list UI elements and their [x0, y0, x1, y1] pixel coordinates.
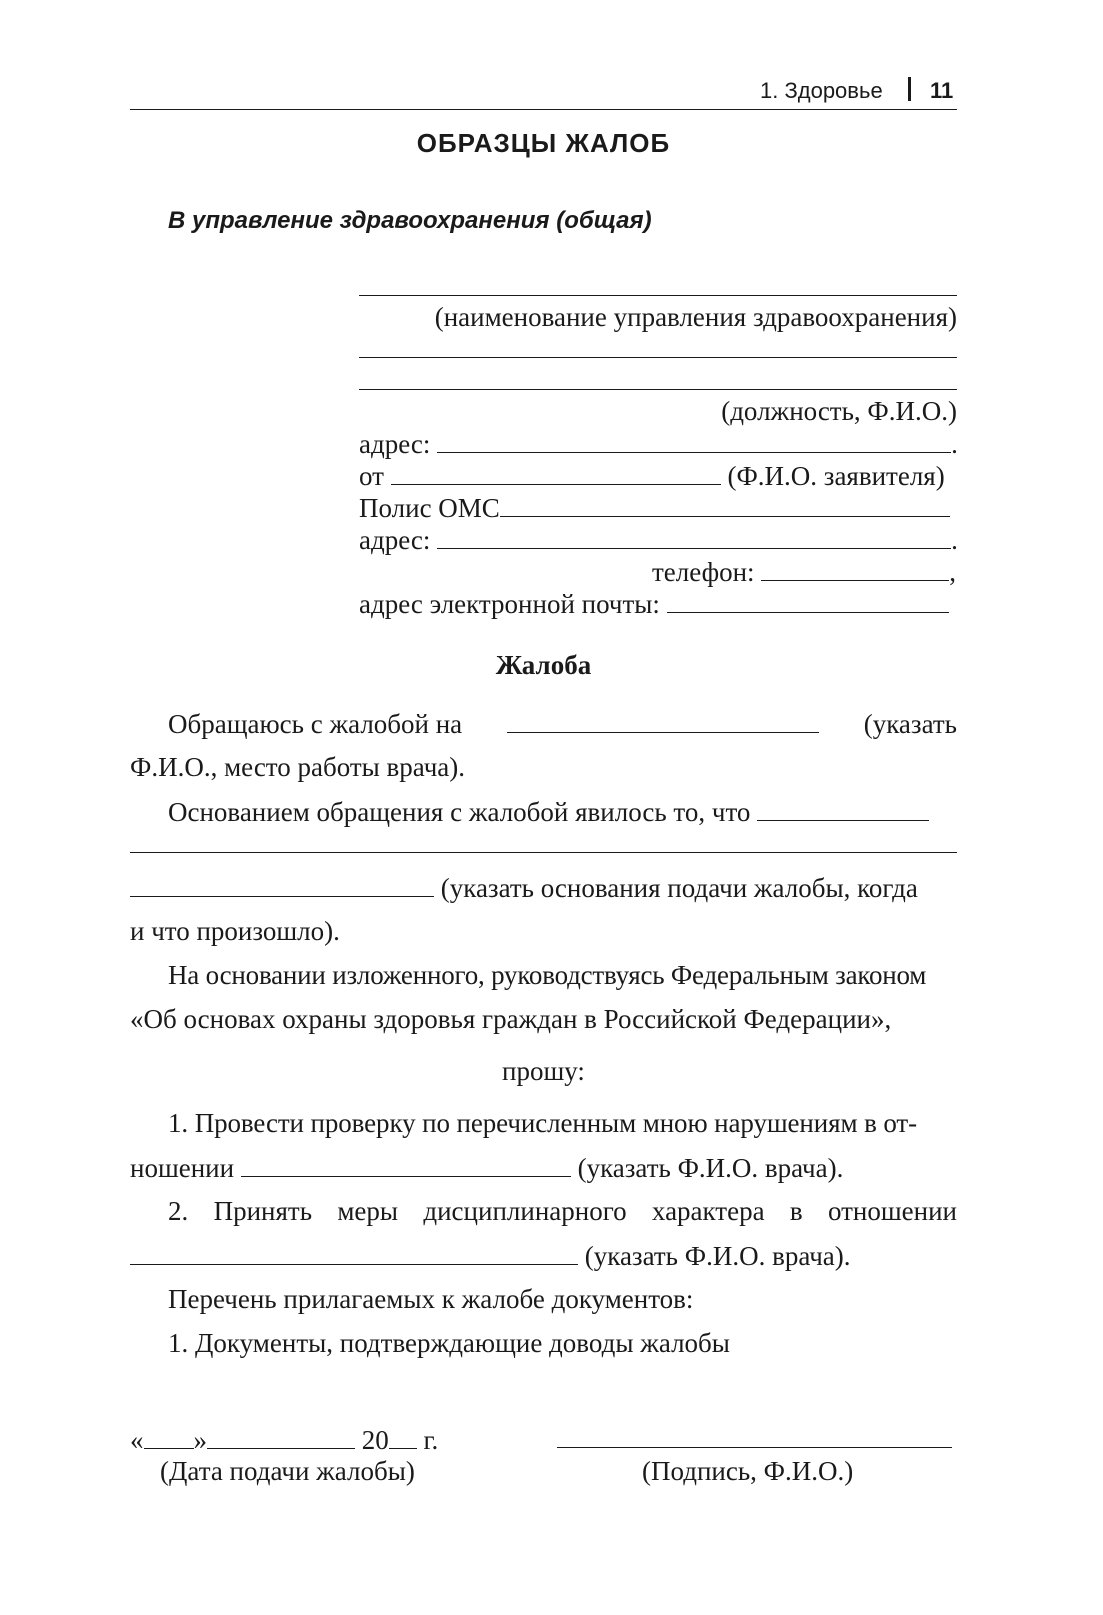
position-caption: (должность, Ф.И.О.): [721, 396, 957, 426]
applicant-address-row: адрес: .: [359, 525, 958, 555]
complaint-heading: Жалоба: [495, 650, 592, 680]
policy-label: Полис ОМС: [359, 493, 500, 523]
request-word: прошу:: [502, 1056, 585, 1086]
from-label: от: [359, 461, 384, 491]
header-rule: [130, 109, 957, 110]
p1-start: Обращаюсь с жалобой на: [168, 709, 463, 739]
attachment-item-1: 1. Документы, подтверждающие доводы жалобы: [168, 1328, 730, 1358]
phone-blank: [761, 556, 949, 581]
org-address-label: адрес:: [359, 429, 431, 459]
p3-line2: «Об основах охраны здоровья граждан в Российской Федерации»,: [130, 1004, 892, 1034]
p2-line4: и что произошло).: [130, 916, 340, 946]
official-line-1: [359, 357, 957, 358]
applicant-row: [359, 460, 945, 491]
phone-label: телефон:: [652, 557, 755, 587]
year-suffix: г.: [423, 1425, 439, 1455]
p1-caption-start: (указать: [863, 709, 957, 739]
item1-doctor-blank: [241, 1152, 571, 1177]
applicant-address-blank: [437, 524, 951, 549]
item2-doctor-blank: [130, 1240, 578, 1265]
org-address-blank: [437, 428, 951, 453]
item1-caption: (указать Ф.И.О. врача).: [577, 1153, 844, 1183]
signature-line: [557, 1447, 952, 1448]
item1-line1: 1. Провести проверку по перечисленным мною нарушениям в от-: [168, 1108, 918, 1138]
item1-start: ношении: [130, 1153, 235, 1183]
month-blank: [207, 1424, 355, 1449]
item2-caption: (указать Ф.И.О. врача).: [584, 1241, 851, 1271]
p2-line1: [168, 796, 929, 827]
year-blank: [389, 1424, 417, 1449]
phone-row: телефон: ,: [652, 557, 957, 587]
official-line-2: [359, 389, 957, 390]
reason-blank-3: [130, 872, 434, 897]
item2-line2: [130, 1240, 851, 1271]
p2-line3: [130, 872, 918, 903]
p3-line1: На основании изложенного, руководствуясь Федеральным законом: [168, 960, 927, 990]
org-name-caption: (наименование управления здравоохранения): [434, 302, 957, 332]
p1-line1: [168, 708, 957, 739]
org-address-row: адрес: .: [359, 429, 958, 459]
signature-caption: (Подпись, Ф.И.О.): [642, 1456, 854, 1486]
date-caption: (Дата подачи жалобы): [160, 1456, 415, 1486]
item2-line1: 2. Принять меры дисциплинарного характера в отношении: [168, 1196, 957, 1226]
doctor-blank: [507, 708, 819, 733]
running-header-divider: [908, 77, 911, 101]
policy-row: [359, 492, 950, 523]
attachments-heading: Перечень прилагаемых к жалобе документов:: [168, 1284, 694, 1314]
year-prefix: 20: [361, 1425, 389, 1455]
reason-line-2: [130, 852, 957, 853]
email-row: [359, 588, 949, 619]
date-row: [130, 1424, 438, 1455]
reason-blank-1: [757, 796, 929, 821]
p2-caption: (указать основания подачи жалобы, когда: [440, 873, 918, 903]
email-blank: [667, 588, 949, 613]
quote-open: «: [130, 1425, 144, 1455]
page-title: ОБРАЗЦЫ ЖАЛОБ: [416, 128, 671, 158]
policy-blank: [500, 492, 950, 517]
sample-subtitle: В управление здравоохранения (общая): [168, 207, 652, 234]
day-blank: [144, 1424, 194, 1449]
email-label: адрес электронной почты:: [359, 589, 660, 619]
p2-start: Основанием обращения с жалобой явилось то, что: [168, 797, 751, 827]
applicant-address-label: адрес:: [359, 525, 431, 555]
applicant-caption: (Ф.И.О. заявителя): [727, 461, 945, 491]
p1-line2: Ф.И.О., место работы врача).: [130, 752, 466, 782]
applicant-name-blank: [391, 460, 721, 485]
org-name-line: [359, 295, 957, 296]
page-number: 11: [930, 78, 954, 103]
quote-close: »: [193, 1425, 207, 1455]
item1-line2: [130, 1152, 843, 1183]
running-header-section: 1. Здоровье: [760, 78, 883, 103]
